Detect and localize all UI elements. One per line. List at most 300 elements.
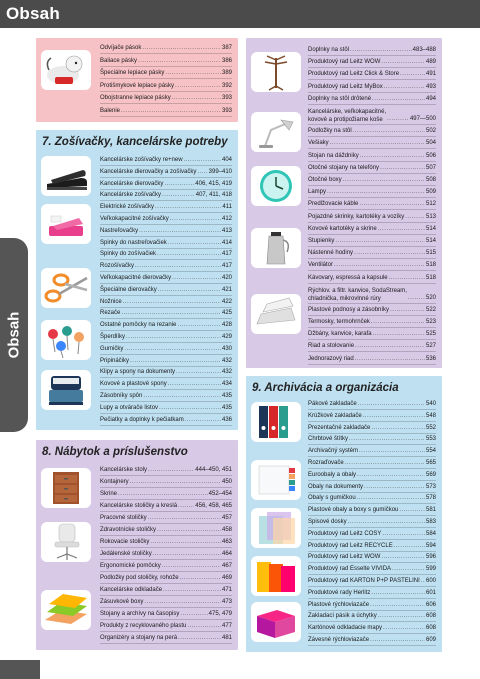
thermos-jug-icon [251, 228, 301, 268]
toc-label: Kancelárske stoly [100, 467, 148, 473]
toc-page: 573 [425, 483, 436, 490]
toc-page: 444–450, 451 [195, 467, 232, 473]
toc-page: 583 [425, 519, 436, 525]
toc-leader [371, 587, 425, 598]
toc-page: 473 [221, 599, 232, 605]
toc-leader [383, 622, 425, 633]
toc-leader [392, 563, 425, 574]
list-packaging [100, 42, 232, 120]
toc-leader [162, 560, 221, 571]
toc-page: 515 [425, 250, 436, 257]
toc-row [308, 551, 436, 563]
toc-leader [370, 634, 425, 645]
toc-leader [394, 540, 425, 551]
toc-label: Organizéry a stojany na perá [100, 635, 178, 641]
toc-page: 494 [425, 95, 436, 102]
toc-page: 512 [425, 201, 436, 208]
toc-label: Produktový rad Esselte VIVIDA [308, 566, 392, 573]
toc-leader [118, 488, 208, 499]
toc-label: Podložky pod stoličky, rohože [100, 575, 179, 581]
toc-row [308, 340, 436, 352]
side-tab-label: Obsah [5, 311, 23, 359]
toc-label: Kancelárske, veľkokapacitné, kovové a protipožiarne koše [308, 109, 387, 123]
toc-page: 493 [425, 83, 436, 90]
toc-label: Spisové dosky [308, 519, 347, 525]
toc-leader [158, 284, 221, 295]
toc-leader [350, 44, 412, 55]
toc-page: 518 [425, 262, 436, 269]
toc-label: Riad a stolovanie [308, 343, 355, 350]
list-desk [308, 44, 436, 364]
toc-row [308, 284, 436, 304]
list-staplers [100, 154, 232, 426]
toc-label: Stupienky [308, 237, 335, 244]
stapler-icon [41, 156, 91, 196]
toc-leader [357, 469, 425, 480]
toc-label: Elektrické zošívačky [100, 204, 155, 211]
toc-row [100, 524, 232, 536]
toc-row [100, 596, 232, 608]
toc-row [308, 272, 436, 284]
toc-leader [343, 174, 425, 185]
toc-page: 497—500 [409, 116, 436, 122]
toc-leader [178, 632, 221, 643]
toc-leader [176, 366, 221, 377]
toc-row [308, 93, 436, 105]
toc-page: 565 [425, 460, 436, 466]
side-tab [0, 238, 28, 432]
toc-row [308, 445, 436, 457]
toc-leader [389, 272, 425, 283]
office-chair-icon [41, 522, 91, 562]
toc-page: 475, 479 [208, 611, 232, 617]
hole-punch-icon [41, 204, 91, 244]
toc-leader [357, 492, 425, 503]
toc-label: Kovové a plastové spony [100, 381, 167, 388]
toc-row [100, 536, 232, 548]
toc-leader [358, 398, 425, 409]
toc-label: Doplnky na stôl [308, 47, 350, 53]
section-title-staplers: 7. Zošívačky, kancelárske potreby [42, 136, 228, 148]
toc-leader [155, 201, 221, 212]
toc-page: 434 [221, 381, 232, 388]
toc-leader [382, 528, 425, 539]
toc-label: Produktový rad Leitz WOW [308, 59, 381, 66]
toc-leader [187, 620, 221, 631]
section-archive [246, 376, 442, 652]
toc-page: 428 [221, 322, 232, 329]
section-title-archive: 9. Archivácia a organizácia [252, 382, 399, 394]
coat-rack-icon [251, 52, 301, 92]
toc-row [308, 622, 436, 634]
toc-label: Archivačný systém [308, 448, 359, 455]
toc-label: Ergonomické pomôcky [100, 563, 161, 569]
toc-page: 552 [425, 424, 436, 431]
toc-page: 513 [425, 213, 436, 220]
toc-label: Stojany a archívy na časopisy [100, 611, 180, 617]
toc-row [100, 512, 232, 524]
toc-row [100, 402, 232, 414]
toc-row [100, 189, 232, 201]
toc-page: 601 [425, 589, 436, 596]
toc-row [100, 296, 232, 308]
toc-page: 584 [425, 530, 436, 537]
toc-row [100, 366, 232, 378]
toc-page: 417 [221, 251, 232, 258]
toc-page: 413 [221, 227, 232, 234]
toc-row [100, 343, 232, 355]
toc-row [100, 92, 232, 104]
toc-label: Kancelárske zošívačky re+new [100, 157, 183, 163]
toc-label: Predlžovacie káble [308, 201, 359, 208]
toc-row [308, 634, 436, 646]
section-packaging [36, 38, 238, 122]
toc-leader [163, 584, 221, 595]
toc-leader [162, 189, 195, 200]
toc-label: Kovové kartotéky a skrine [308, 225, 377, 232]
toc-row [308, 563, 436, 575]
toc-label: Vešiaky [308, 140, 329, 147]
toc-leader [164, 178, 194, 189]
toc-leader [175, 80, 221, 91]
toc-leader [184, 154, 221, 165]
toc-leader [364, 481, 425, 492]
toc-label: Produktový rad Leitz Click & Store [308, 71, 400, 78]
toc-page: 414 [221, 239, 232, 246]
plastic-trays-icon [251, 294, 301, 334]
toc-leader [157, 524, 221, 535]
toc-page: 489 [425, 59, 436, 66]
wall-clock-icon [251, 166, 301, 206]
toc-row [308, 504, 436, 516]
toc-row [100, 166, 232, 178]
toc-page: 421 [221, 286, 232, 293]
toc-label: Pákové zakladače [308, 401, 357, 407]
toc-leader [327, 186, 425, 197]
toc-page: 481 [221, 635, 232, 641]
toc-leader [354, 247, 425, 258]
toc-label: Zásobníky spôn [100, 393, 143, 399]
toc-row [100, 237, 232, 249]
toc-row [308, 211, 436, 223]
toc-page: 608 [425, 613, 436, 620]
toc-row [100, 331, 232, 343]
toc-leader [390, 304, 425, 315]
toc-page: 606 [425, 601, 436, 608]
toc-page: 506 [425, 152, 436, 159]
toc-row [100, 319, 232, 331]
drawer-cabinet-icon [41, 468, 91, 508]
toc-page: 483–488 [412, 47, 436, 53]
toc-label: Nástenné hodiny [308, 250, 354, 257]
page-header [0, 0, 480, 28]
toc-page: 393 [221, 95, 232, 102]
toc-page: 422 [221, 298, 232, 305]
toc-page: 514 [425, 225, 436, 232]
toc-leader [353, 125, 425, 136]
toc-label: Ostatné pomôcky na rezanie [100, 322, 177, 329]
toc-label: Špeciálne dierovačky [100, 286, 157, 293]
toc-page: 578 [425, 495, 436, 502]
toc-page: 471 [221, 587, 232, 593]
toc-row [100, 67, 232, 79]
toc-label: Prezentačné zakladače [308, 424, 371, 431]
toc-label: Plastové obaly a boxy s gumičkou [308, 507, 399, 514]
toc-row [308, 44, 436, 56]
toc-row [100, 390, 232, 402]
toc-row [308, 162, 436, 174]
toc-leader [185, 414, 221, 425]
toc-row [308, 316, 436, 328]
toc-label: Otočné stojany na telefóny [308, 164, 380, 171]
toc-row [100, 105, 232, 117]
section-title-furniture: 8. Nábytok a príslušenstvo [42, 446, 188, 458]
toc-page: 553 [425, 436, 436, 443]
toc-leader [359, 198, 425, 209]
toc-label: Ventilátor [308, 262, 334, 269]
toc-leader [135, 260, 221, 271]
toc-leader [408, 293, 425, 303]
toc-label: Termosky, termohrnček [308, 319, 370, 326]
toc-page: 504 [425, 140, 436, 147]
toc-leader [178, 500, 194, 511]
toc-label: Produktový rad Leitz MyBox [308, 83, 383, 90]
toc-label: Chrbtové štítky [308, 436, 349, 443]
toc-page: 429 [221, 334, 232, 340]
toc-leader [157, 248, 221, 259]
toc-page: 435 [221, 393, 232, 399]
toc-leader [165, 67, 221, 78]
toc-label: Kontajnery [100, 479, 129, 485]
toc-page: 464 [221, 551, 232, 557]
toc-label: Obaly s gumičkou [308, 495, 356, 502]
section-furniture [36, 440, 238, 650]
toc-page: 518 [425, 274, 436, 281]
toc-label: Produktový rad Leitz COSY [308, 530, 382, 537]
toc-label: Závesné rýchloviazače [308, 637, 370, 643]
toc-page: 600 [425, 578, 436, 584]
toc-row [308, 599, 436, 611]
toc-page: 435 [221, 404, 232, 411]
toc-leader [349, 433, 425, 444]
toc-page: 457 [221, 515, 232, 521]
toc-row [100, 225, 232, 237]
toc-page: 514 [425, 237, 436, 244]
toc-page: 463 [221, 539, 232, 545]
toc-row [308, 137, 436, 149]
toc-leader [330, 137, 425, 148]
toc-label: Spinky do zošívačiek [100, 251, 157, 258]
toc-leader [360, 150, 425, 161]
toc-leader [148, 512, 221, 523]
toc-page: 411 [222, 204, 232, 211]
dividers-icon [251, 460, 301, 500]
toc-row [308, 223, 436, 235]
toc-row [308, 575, 436, 587]
toc-label: Veľkokapacitné zošívačky [100, 216, 169, 222]
toc-label: Balenie [100, 108, 121, 114]
toc-page: 477 [221, 623, 232, 629]
toc-leader [121, 307, 221, 318]
toc-page: 432 [221, 369, 232, 376]
toc-page: 507 [425, 164, 436, 171]
toc-row [100, 632, 232, 644]
toc-label: Nastreľovačky [100, 227, 139, 234]
toc-label: Skrine [100, 491, 118, 497]
toc-leader [371, 422, 425, 433]
toc-label: Podložky na stôl [308, 128, 352, 135]
toc-leader [387, 114, 409, 124]
toc-label: Stojan na dáždniky [308, 152, 359, 159]
toc-label: Pracovné stoličky [100, 515, 147, 521]
toc-label: Krúžkové zakladače [308, 412, 362, 419]
footer-bar [0, 660, 40, 679]
toc-row [308, 516, 436, 528]
toc-page: 399–410 [208, 168, 232, 175]
toc-leader [124, 343, 221, 354]
document-pockets-icon [251, 508, 301, 548]
toc-row [100, 620, 232, 632]
toc-page: 407, 411, 418 [195, 192, 232, 199]
toc-label: Jedálenské stoličky [100, 551, 152, 557]
toc-row [100, 248, 232, 260]
toc-page: 581 [425, 507, 436, 514]
toc-leader [138, 55, 221, 66]
toc-page: 467 [221, 563, 232, 569]
toc-row [308, 198, 436, 210]
toc-leader [363, 410, 425, 421]
colored-folders-icon [251, 556, 301, 596]
toc-leader [348, 516, 425, 527]
toc-leader [177, 319, 221, 330]
toc-leader [180, 608, 207, 619]
toc-label: Spinky do nastreľovačiek [100, 239, 167, 246]
toc-label: Obojstranne lepiace pásky [100, 95, 171, 102]
toc-page: 420 [221, 275, 232, 281]
toc-leader [371, 316, 425, 327]
toc-row [308, 610, 436, 622]
toc-label: Kancelárske dierovačky [100, 180, 164, 187]
toc-label: Zakladací pásik a úchytky [308, 613, 377, 620]
toc-row [308, 587, 436, 599]
toc-row [100, 154, 232, 166]
desk-lamp-icon [251, 112, 301, 152]
toc-label: Džbány, kanvice, karafa [308, 331, 372, 338]
toc-label: Otočné boxy [308, 176, 342, 183]
toc-row [308, 353, 436, 365]
toc-page: 393 [221, 108, 232, 114]
toc-page: 502 [425, 128, 436, 135]
toc-label: Rozraďovače [308, 460, 344, 466]
toc-page: 599 [425, 566, 436, 573]
toc-leader [334, 259, 425, 270]
toc-page: 386 [221, 57, 232, 64]
toc-row [100, 355, 232, 367]
toc-page: 404 [221, 157, 232, 163]
toc-row [308, 304, 436, 316]
toc-label: Produktový rad Leitz RECYCLE [308, 542, 393, 549]
push-pins-icon [41, 320, 91, 360]
toc-row [100, 80, 232, 92]
toc-page: 406, 415, 419 [195, 180, 232, 187]
letter-tray-icon [41, 590, 91, 630]
toc-page: 452–454 [208, 491, 232, 497]
toc-row [308, 174, 436, 186]
toc-page: 456, 458, 465 [195, 503, 232, 509]
section-staplers [36, 130, 238, 430]
toc-row [100, 213, 232, 225]
toc-row [308, 469, 436, 481]
list-archive [308, 398, 436, 648]
toc-leader [130, 476, 221, 487]
toc-label: Plastové rýchloviazače [308, 601, 370, 608]
toc-leader [143, 390, 221, 401]
toc-leader [400, 68, 425, 79]
toc-row [100, 260, 232, 272]
toc-row [308, 81, 436, 93]
toc-leader [130, 355, 221, 366]
toc-label: Gumičky [100, 345, 124, 352]
toc-leader [378, 223, 425, 234]
toc-leader [355, 340, 425, 351]
toc-page: 520 [425, 294, 436, 301]
toc-row [308, 247, 436, 259]
toc-label: Doplnky na stôl drôtené [308, 95, 372, 102]
toc-leader [399, 504, 425, 515]
toc-leader [159, 402, 221, 413]
toc-row [100, 560, 232, 572]
toc-label: Kancelárske odkladače [100, 587, 163, 593]
toc-label: Produktový rad KARTON P+P PASTELINI [308, 578, 420, 584]
toc-leader [335, 235, 425, 246]
toc-label: Rezače [100, 310, 121, 317]
toc-label: Rokovacie stoličky [100, 539, 150, 545]
toc-page: 527 [425, 343, 436, 350]
toc-row [308, 528, 436, 540]
toc-leader [381, 551, 425, 562]
toc-leader [172, 92, 221, 103]
toc-row [100, 488, 232, 500]
toc-leader [168, 378, 221, 389]
toc-page: 554 [425, 448, 436, 455]
toc-leader [355, 353, 425, 364]
toc-row [100, 608, 232, 620]
toc-leader [170, 213, 221, 224]
toc-page: 430 [221, 345, 232, 352]
toc-row [308, 328, 436, 340]
stamp-icon [41, 370, 91, 410]
toc-row [308, 235, 436, 247]
toc-label: Špeciálne lepiace pásky [100, 70, 165, 77]
toc-leader [359, 445, 425, 456]
toc-label: Zásuvkové boxy [100, 599, 144, 605]
toc-leader [421, 575, 425, 586]
toc-leader [380, 162, 425, 173]
toc-leader [405, 211, 425, 222]
toc-leader [378, 610, 425, 621]
toc-row [308, 398, 436, 410]
toc-row [308, 259, 436, 271]
toc-row [308, 481, 436, 493]
toc-row [100, 178, 232, 190]
toc-row [100, 584, 232, 596]
toc-row [100, 378, 232, 390]
toc-label: Obaly na dokumenty [308, 483, 364, 490]
toc-row [100, 500, 232, 512]
toc-row [308, 422, 436, 434]
toc-leader [370, 599, 425, 610]
toc-row [308, 56, 436, 68]
